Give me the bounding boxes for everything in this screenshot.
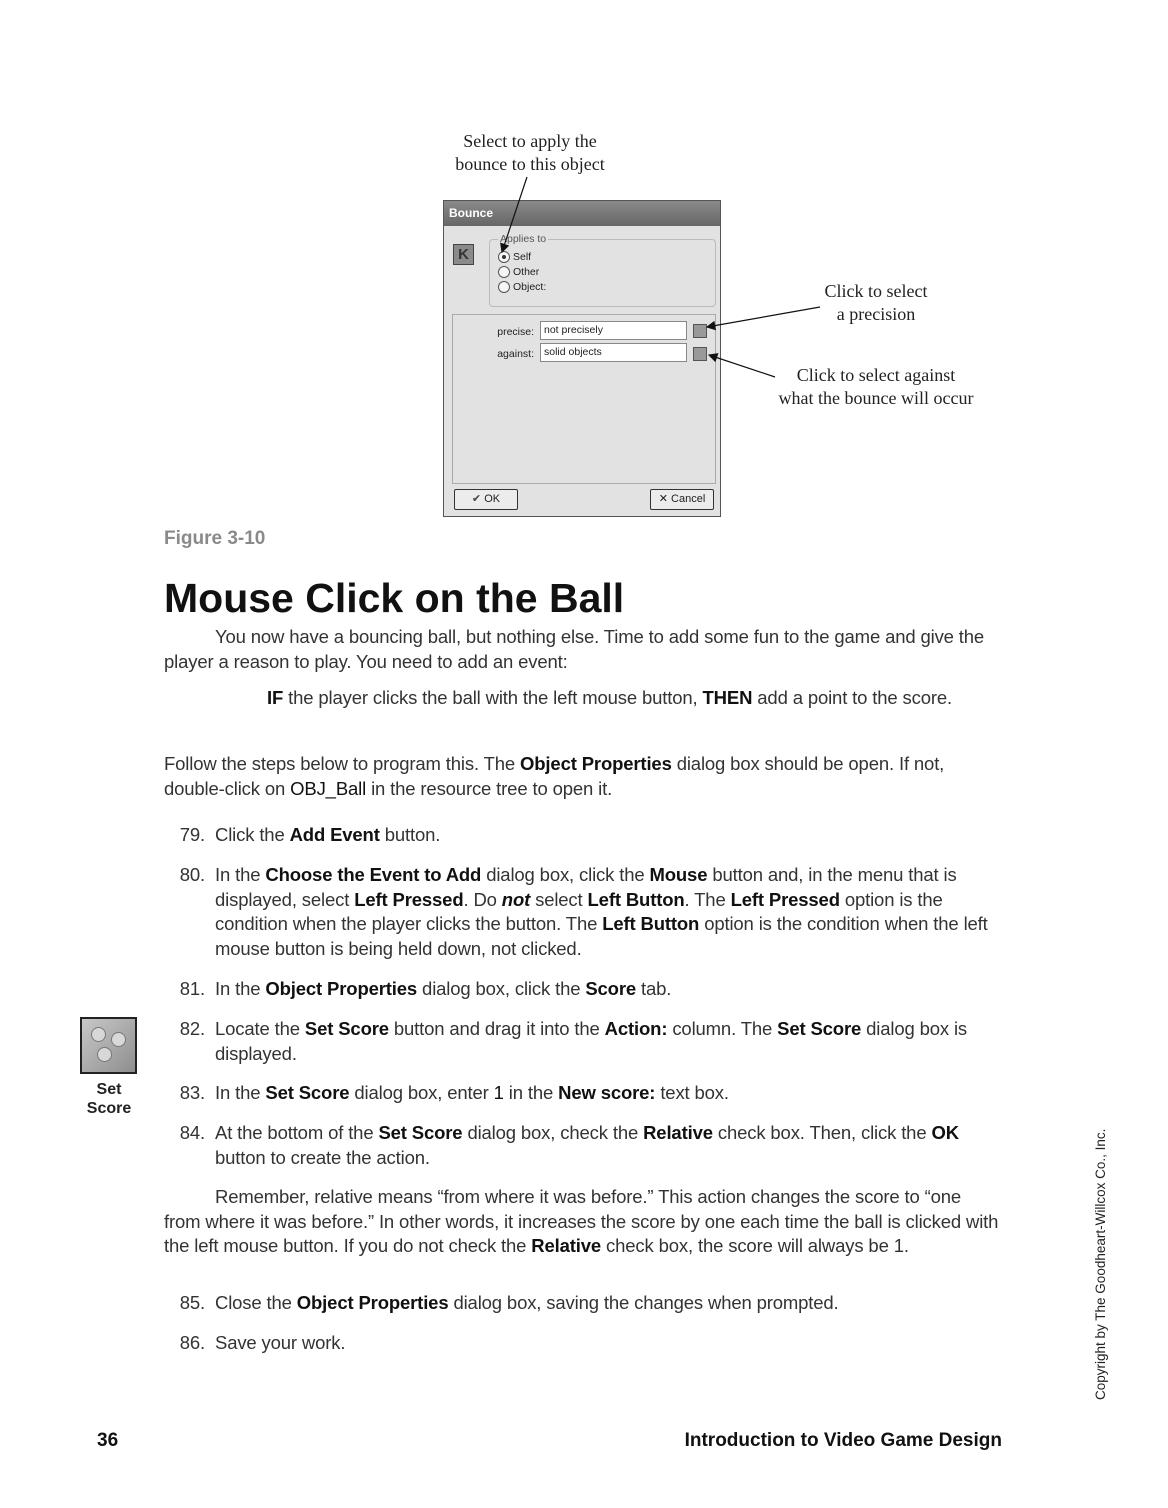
callout-line: Click to select against [796,365,956,385]
text-segment: select [530,888,588,910]
arrow-against [709,355,775,377]
applies-to-label: Applies to [500,233,547,245]
text-segment: . The [684,888,731,910]
text-segment: dialog box, click the [417,978,586,999]
text-segment: button and drag it into the [388,1018,605,1039]
text-segment: option is the condition when the player clicks the button. The [215,888,943,935]
set-score-icon [80,1017,137,1074]
step-81 [164,977,1004,1002]
step-number: 79. [179,824,205,845]
rule-paragraph [267,686,987,711]
step-80 [164,863,1004,961]
text-segment: 1 [493,1082,504,1103]
bold-text: not [501,888,531,910]
arrow-self [502,177,527,252]
book-title: Introduction to Video Game Design [684,1430,1002,1451]
step-number: 82. [179,1018,205,1039]
bold-text: Action: [604,1018,668,1039]
step-number: 86. [179,1332,205,1353]
bold-text: Mouse [649,864,708,885]
bold-text: Set Score [777,1018,862,1039]
bold-text: Object Properties [296,1292,449,1313]
text-segment: dialog box, click the [481,864,650,885]
text-segment: in the resource tree to open it. [366,777,613,799]
text-segment: text box. [655,1082,729,1103]
text-segment: dialog box is displayed. [215,1018,968,1064]
step-text [215,1291,1004,1316]
text-segment: button. [379,824,441,845]
set-score-label [70,1080,148,1118]
arrow-precision [707,307,820,327]
bold-text: Left Pressed [730,888,840,910]
bold-text: Choose the Event to Add [265,864,482,885]
remember-paragraph [164,1185,1000,1259]
bold-text: Add Event [289,824,380,845]
label-line: Score [86,1100,132,1117]
text-segment: In the [215,1082,266,1103]
step-text [215,823,1004,848]
text-segment: Remember, relative means “from where it was before.” This action changes the score to “one from where it was before.” In other words, it increases the score by one each time the ball is clicked with the left mouse button. If you do not check the [164,1186,999,1257]
intro-paragraph [164,625,1000,674]
precise-label: precise: [497,326,534,338]
callout-line: a precision [836,304,916,324]
text-segment: Click the [215,824,290,845]
step-number: 83. [179,1082,205,1103]
callout-line: Click to select [824,281,928,301]
bold-text: THEN [702,687,753,708]
ok-label: OK [484,493,501,505]
step-83 [164,1081,1004,1106]
dialog-title: Bounce [444,201,720,226]
radio-label: Object: [513,281,547,293]
text-segment: OBJ_Ball [290,777,367,799]
figure-caption: Figure 3-10 [164,528,266,549]
follow-paragraph [164,752,1000,801]
step-number: 84. [179,1122,205,1143]
bold-text: New score: [558,1082,656,1103]
step-number: 81. [179,978,205,999]
text-segment: Follow the steps below to program this. The [164,753,521,774]
text-segment: Save your work. [215,1332,346,1353]
bold-text: Relative [531,1235,602,1257]
text-segment: At the bottom of the [215,1122,379,1143]
against-field[interactable]: solid objects [540,343,687,362]
step-text [215,977,1004,1002]
check-icon: ✔ [471,493,485,505]
text-segment: dialog box, enter [349,1082,494,1103]
bold-text: OK [931,1122,959,1143]
step-text [215,1121,1004,1170]
page-title: Mouse Click on the Ball [164,575,625,621]
callout-line: what the bounce will occur [778,388,974,408]
text-segment: column. The [667,1018,778,1039]
text-segment: check box, the score will always be 1. [601,1235,909,1257]
x-icon: ✕ [658,493,672,505]
text-segment: tab. [636,978,672,999]
bold-text: Object Properties [520,753,672,774]
against-label: against: [497,348,534,360]
bounce-action-icon: K [453,244,474,265]
cancel-label: Cancel [671,493,706,505]
bold-text: Left Button [587,888,685,910]
bold-text: Relative [643,1122,713,1143]
bold-text: Score [585,978,637,999]
bold-text: IF [267,687,284,708]
text-segment: add a point to the score. [752,687,953,708]
text-segment: in the [503,1082,559,1103]
bold-text: Left Button [602,913,700,935]
step-text [215,1017,1004,1066]
text-segment: option is the condition when the left mouse button is being held down, not clicked. [215,913,988,959]
text-segment: . Do [463,888,502,910]
bold-text: Left Pressed [354,888,464,910]
text-segment: dialog box should be open. If not, double-click on [164,753,945,799]
text-segment: You now have a bouncing ball, but nothing else. Time to add some fun to the game and give the player a reason to play. You need to add an event: [164,626,985,672]
step-85 [164,1291,1004,1316]
step-79 [164,823,1004,848]
text-segment: dialog box, saving the changes when prompted. [448,1292,839,1313]
callout-line: Select to apply the [463,131,597,151]
text-segment: the player clicks the ball with the left mouse button, [283,687,703,708]
step-text [215,1081,1004,1106]
step-82 [164,1017,1004,1066]
step-text [215,863,1004,961]
bold-text: Set Score [378,1122,463,1143]
text-segment: Close the [215,1292,297,1313]
text-segment: Locate the [215,1018,305,1039]
bold-text: Object Properties [265,978,418,999]
bold-text: Set Score [265,1082,350,1103]
precise-field[interactable]: not precisely [540,321,687,340]
text-segment: In the [215,864,266,885]
text-segment: button and, in the menu that is displayed, select [215,864,957,910]
label-line: Set [96,1081,122,1098]
radio-label: Other [513,266,540,278]
text-segment: dialog box, check the [462,1122,644,1143]
page-number: 36 [97,1430,119,1451]
step-86 [164,1331,1004,1356]
step-84 [164,1121,1004,1170]
text-segment: check box. Then, click the [712,1122,932,1143]
radio-label: Self [513,251,532,263]
step-number: 80. [179,864,205,885]
bold-text: Set Score [304,1018,389,1039]
callout-line: bounce to this object [455,154,605,174]
copyright-notice: Copyright by The Goodheart-Willcox Co., Inc. [1093,1128,1108,1400]
text-segment: button to create the action. [215,1146,430,1168]
text-segment: In the [215,978,266,999]
step-text [215,1331,1004,1356]
step-number: 85. [179,1292,205,1313]
